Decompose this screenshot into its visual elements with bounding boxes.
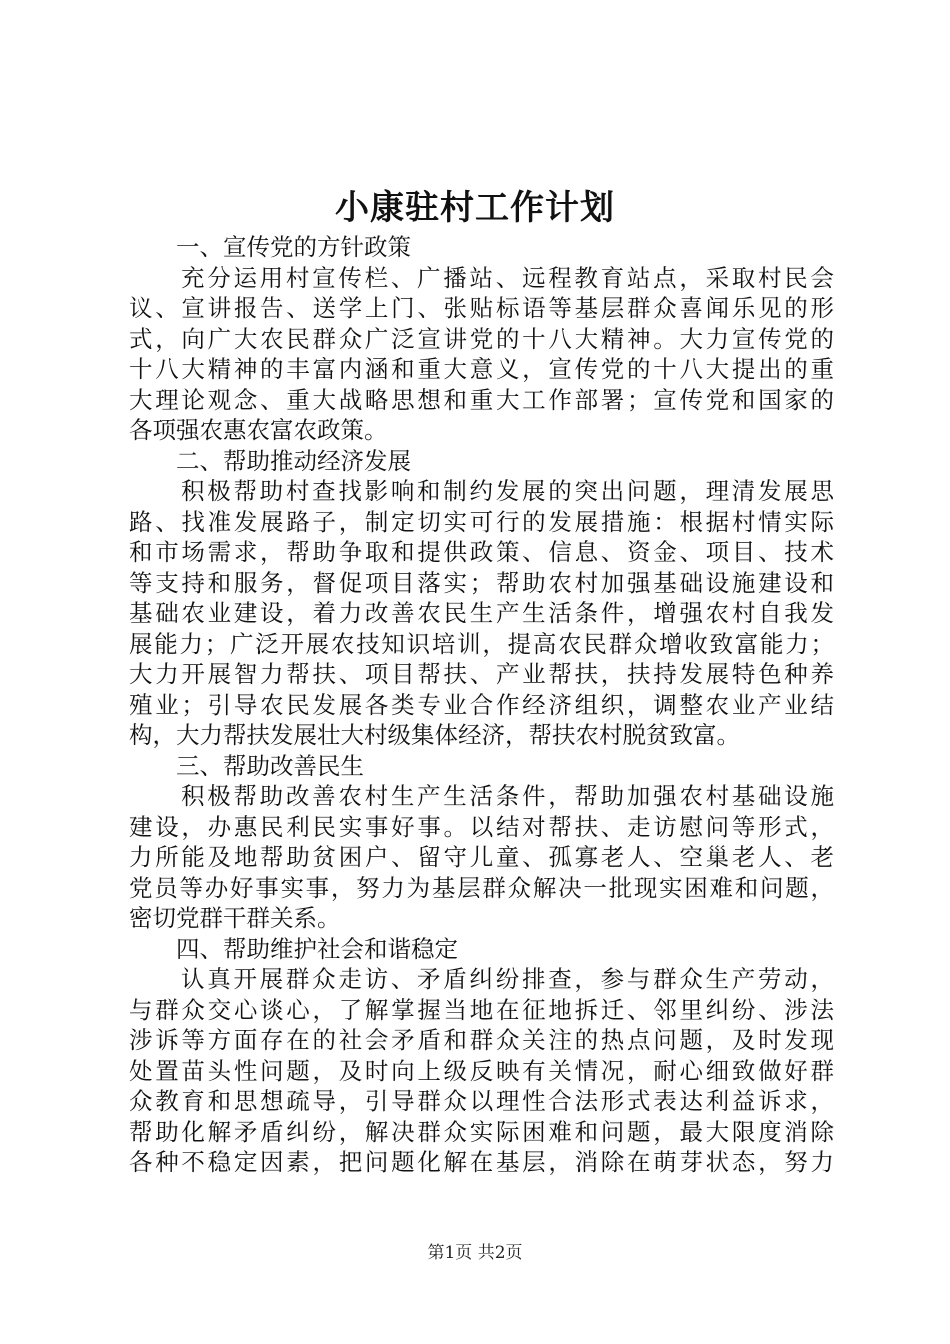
section-1: [129, 232, 834, 446]
paragraph-line: 充分运用村宣传栏、广播站、远程教育站点，采取村民会: [181, 263, 834, 292]
paragraph-line: 和市场需求，帮助争取和提供政策、信息、资金、项目、技术: [129, 538, 834, 566]
paragraph-line: 党员等办好事实事，努力为基层群众解决一批现实困难和问题，: [129, 873, 834, 902]
paragraph-line: 等支持和服务，督促项目落实；帮助农村加强基础设施建设和: [129, 568, 834, 597]
paragraph-line: 式，向广大农民群众广泛宣讲党的十八大精神。大力宣传党的: [129, 324, 834, 353]
section-3: [129, 751, 834, 934]
paragraph-line: 涉诉等方面存在的社会矛盾和群众关注的热点问题，及时发现: [129, 1026, 834, 1054]
paragraph-line: 众教育和思想疏导，引导群众以理性合法形式表达利益诉求，: [129, 1087, 834, 1115]
paragraph-line: 大理论观念、重大战略思想和重大工作部署；宣传党和国家的: [129, 385, 834, 414]
section-2: [129, 446, 834, 751]
paragraph-line: 力所能及地帮助贫困户、留守儿童、孤寡老人、空巢老人、老: [129, 843, 834, 871]
paragraph-line: 帮助化解矛盾纠纷，解决群众实际困难和问题，最大限度消除: [129, 1117, 834, 1146]
paragraph-line: 各项强农惠农富农政策。: [129, 416, 388, 444]
paragraph-line: 展能力；广泛开展农技知识培训，提高农民群众增收致富能力；: [129, 629, 834, 658]
paragraph-line: 密切党群干群关系。: [129, 904, 341, 932]
section-heading: 二、帮助推动经济发展: [176, 446, 411, 475]
document-body: [129, 232, 834, 1178]
paragraph-line: 各种不稳定因素，把问题化解在基层，消除在萌芽状态，努力: [129, 1148, 834, 1176]
paragraph-line: 殖业；引导农民发展各类专业合作经济组织，调整农业产业结: [129, 690, 834, 719]
paragraph-line: 十八大精神的丰富内涵和重大意义，宣传党的十八大提出的重: [129, 355, 834, 383]
paragraph-line: 与群众交心谈心，了解掌握当地在征地拆迁、邻里纠纷、涉法: [129, 995, 834, 1024]
paragraph-line: 构，大力帮扶发展壮大村级集体经济，帮扶农村脱贫致富。: [129, 721, 740, 749]
paragraph-line: 处置苗头性问题，及时向上级反映有关情况，耐心细致做好群: [129, 1056, 834, 1085]
page-footer: 第1页 共2页: [427, 1243, 523, 1263]
paragraph-line: 认真开展群众走访、矛盾纠纷排查，参与群众生产劳动，: [181, 965, 834, 993]
paragraph-line: 建设，办惠民利民实事好事。以结对帮扶、走访慰问等形式，: [129, 812, 834, 841]
section-heading: 三、帮助改善民生: [176, 751, 364, 780]
section-4: [129, 934, 834, 1178]
document-title: 小康驻村工作计划: [335, 188, 615, 228]
section-heading: 一、宣传党的方针政策: [176, 233, 411, 261]
paragraph-line: 基础农业建设，着力改善农民生产生活条件，增强农村自我发: [129, 599, 834, 627]
paragraph-line: 积极帮助村查找影响和制约发展的突出问题，理清发展思: [181, 477, 834, 505]
paragraph-line: 议、宣讲报告、送学上门、张贴标语等基层群众喜闻乐见的形: [129, 294, 834, 322]
paragraph-line: 路、找准发展路子，制定切实可行的发展措施：根据村情实际: [129, 507, 834, 536]
paragraph-line: 积极帮助改善农村生产生活条件，帮助加强农村基础设施: [181, 782, 834, 810]
paragraph-line: 大力开展智力帮扶、项目帮扶、产业帮扶，扶持发展特色种养: [129, 660, 834, 688]
section-heading: 四、帮助维护社会和谐稳定: [176, 934, 458, 963]
